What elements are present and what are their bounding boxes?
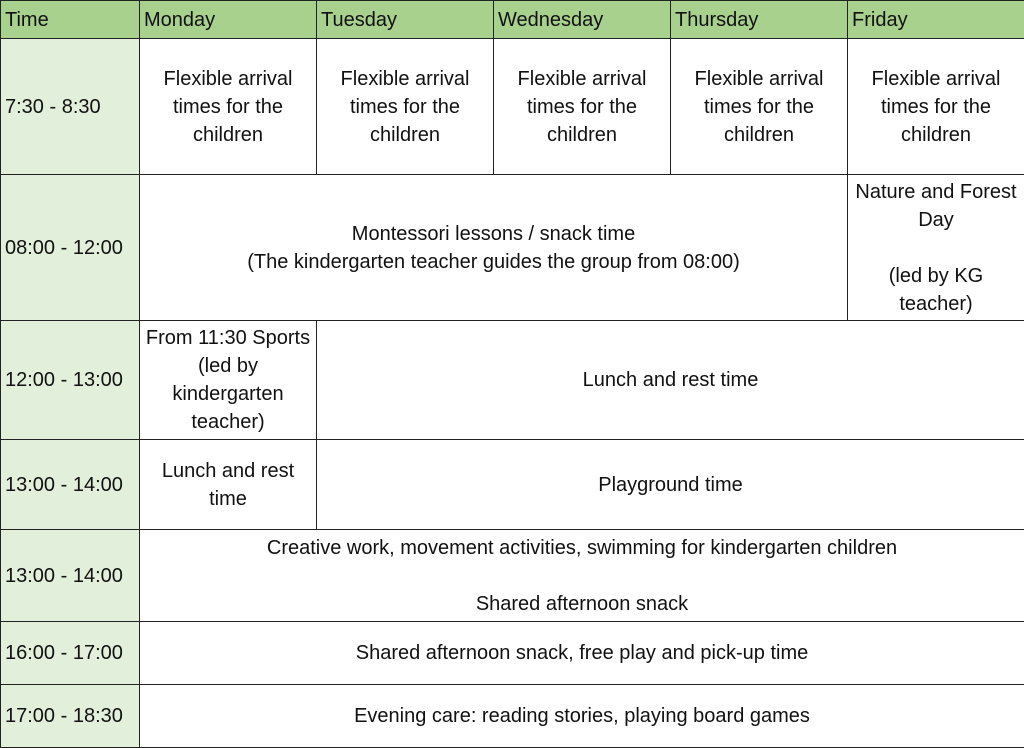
time-cell: 08:00 - 12:00 — [1, 175, 140, 321]
thursday-arrival-cell: Flexible arrival times for the children — [671, 39, 848, 175]
monday-sports-cell: From 11:30 Sports (led by kindergarten teacher) — [140, 321, 317, 440]
lunch-rest-cell: Lunch and rest time — [317, 321, 1024, 440]
montessori-lessons-cell: Montessori lessons / snack time (The kindergarten teacher guides the group from 08:00) — [140, 175, 848, 321]
table-row — [1, 175, 1024, 321]
header-thursday: Thursday — [671, 1, 848, 39]
time-cell: 13:00 - 14:00 — [1, 530, 140, 622]
header-tuesday: Tuesday — [317, 1, 494, 39]
table-row — [1, 685, 1024, 748]
tuesday-arrival-cell: Flexible arrival times for the children — [317, 39, 494, 175]
time-cell: 12:00 - 13:00 — [1, 321, 140, 440]
header-monday: Monday — [140, 1, 317, 39]
monday-lunch-cell: Lunch and rest time — [140, 440, 317, 530]
header-wednesday: Wednesday — [494, 1, 671, 39]
time-cell: 7:30 - 8:30 — [1, 39, 140, 175]
time-cell: 16:00 - 17:00 — [1, 622, 140, 685]
time-cell: 17:00 - 18:30 — [1, 685, 140, 748]
playground-cell: Playground time — [317, 440, 1024, 530]
table-row — [1, 530, 1024, 622]
header-friday: Friday — [848, 1, 1024, 39]
table-row — [1, 440, 1024, 530]
table-row — [1, 39, 1024, 175]
table-row — [1, 622, 1024, 685]
monday-arrival-cell: Flexible arrival times for the children — [140, 39, 317, 175]
creative-work-cell: Creative work, movement activities, swimming for kindergarten children Shared afternoon snack — [140, 530, 1024, 622]
wednesday-arrival-cell: Flexible arrival times for the children — [494, 39, 671, 175]
header-time: Time — [1, 1, 140, 39]
table-row — [1, 321, 1024, 440]
pickup-cell: Shared afternoon snack, free play and pick-up time — [140, 622, 1024, 685]
time-cell: 13:00 - 14:00 — [1, 440, 140, 530]
friday-arrival-cell: Flexible arrival times for the children — [848, 39, 1024, 175]
nature-forest-day-cell: Nature and Forest Day (led by KG teacher) — [848, 175, 1024, 321]
evening-care-cell: Evening care: reading stories, playing board games — [140, 685, 1024, 748]
header-row — [1, 1, 1024, 39]
